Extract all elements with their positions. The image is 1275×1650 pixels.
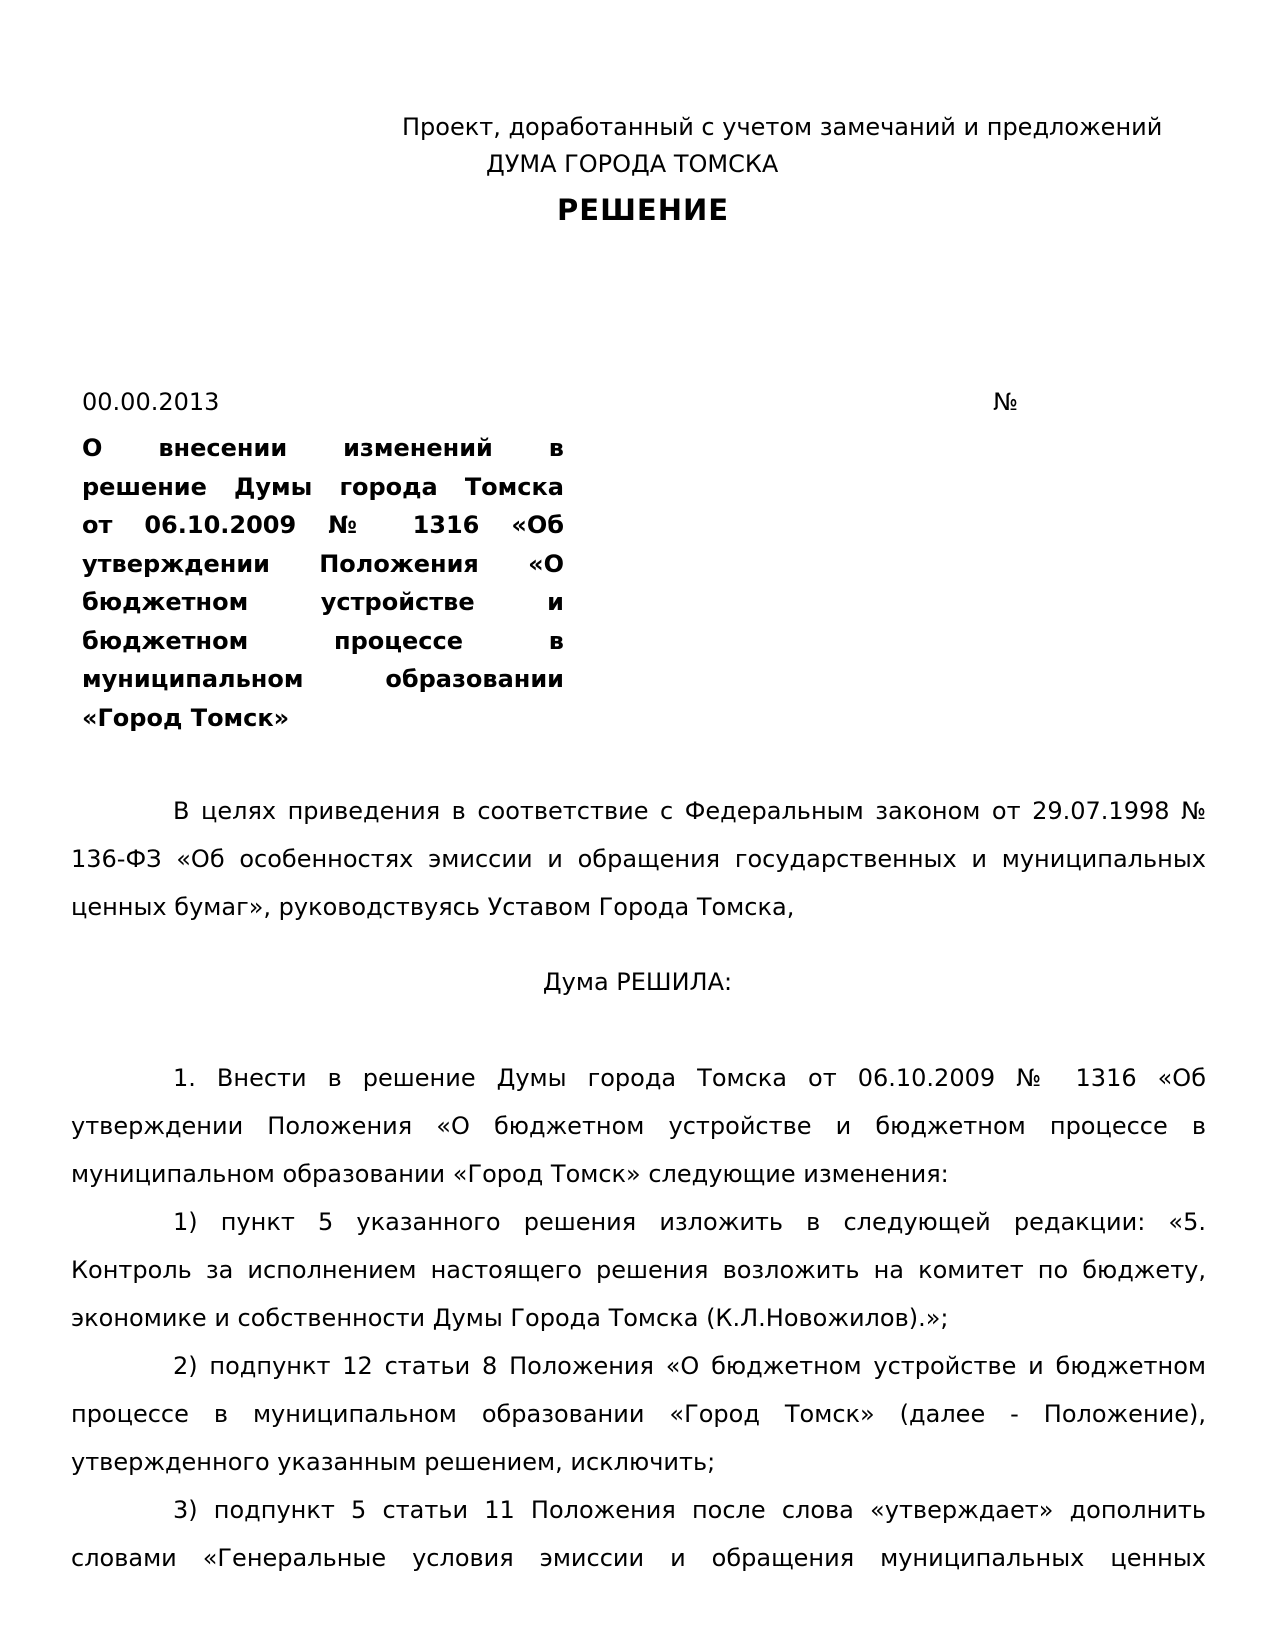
decided-heading: Дума РЕШИЛА:	[542, 968, 733, 996]
item-line: 1) пункт 5 указанного решения изложить в следующей редакции: «5.	[173, 1208, 1206, 1236]
subject-line: от 06.10.2009 № 1316 «Об	[82, 511, 564, 539]
document-date: 00.00.2013	[82, 388, 220, 416]
item-line: Контроль за исполнением настоящего решения возложить на комитет по бюджету,	[71, 1256, 1206, 1284]
subject-line: О внесении изменений в	[82, 434, 564, 462]
item-line: муниципальном образовании «Город Томск» следующие изменения:	[71, 1160, 949, 1188]
item-line: утверждении Положения «О бюджетном устройстве и бюджетном процессе в	[71, 1112, 1206, 1140]
decision-items	[71, 1054, 1206, 1582]
document-type-title: РЕШЕНИЕ	[557, 193, 730, 227]
preamble-line: В целях приведения в соответствие с Федеральным законом от 29.07.1998 №	[173, 797, 1206, 825]
preamble-paragraph	[71, 787, 1206, 931]
organization-name: ДУМА ГОРОДА ТОМСКА	[486, 150, 779, 178]
subject-line: решение Думы города Томска	[82, 472, 564, 501]
item-line: 2) подпункт 12 статьи 8 Положения «О бюджетном устройстве и бюджетном	[173, 1352, 1206, 1380]
item-line: экономике и собственности Думы Города Томска (К.Л.Новожилов).»;	[71, 1304, 949, 1332]
project-note: Проект, доработанный с учетом замечаний и предложений	[402, 113, 1163, 141]
subject-line: бюджетном устройстве и	[82, 588, 564, 616]
preamble-line: 136-ФЗ «Об особенностях эмиссии и обращения государственных и муниципальных	[71, 845, 1206, 873]
item-line: 3) подпункт 5 статьи 11 Положения после слова «утверждает» дополнить	[173, 1496, 1206, 1524]
item-line: 1. Внести в решение Думы города Томска от 06.10.2009 № 1316 «Об	[173, 1064, 1206, 1092]
item-line: словами «Генеральные условия эмиссии и обращения муниципальных ценных	[71, 1544, 1206, 1572]
subject-line: утверждении Положения «О	[82, 549, 564, 578]
subject-line: муниципальном образовании	[82, 665, 564, 693]
preamble-line: ценных бумаг», руководствуясь Уставом Города Томска,	[71, 893, 795, 921]
item-line: утвержденного указанным решением, исключить;	[71, 1448, 716, 1476]
subject-line: бюджетном процессе в	[82, 626, 564, 655]
subject-line: «Город Томск»	[82, 703, 290, 732]
document-subject	[82, 429, 564, 737]
document-number-label: №	[993, 388, 1018, 416]
item-line: процессе в муниципальном образовании «Город Томск» (далее - Положение),	[71, 1400, 1206, 1428]
